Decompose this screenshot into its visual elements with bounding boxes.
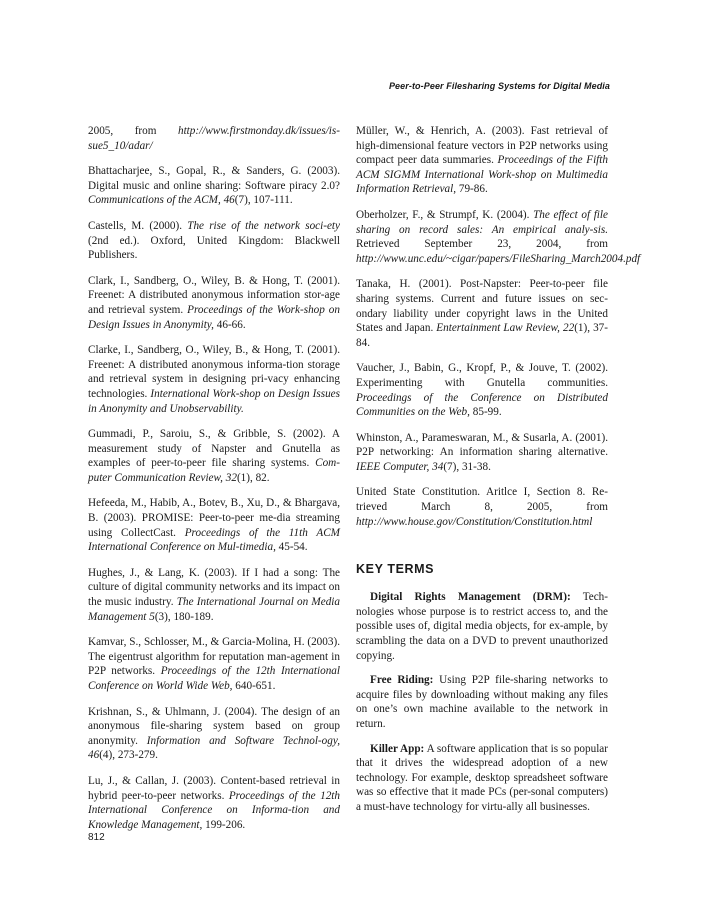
reference-italic-text: Proceedings of the 12th International Conference on Informa-tion and Knowledge Management, [88, 789, 340, 831]
reference-entry [88, 164, 340, 208]
reference-entry [88, 427, 340, 485]
page-number: 812 [88, 832, 105, 843]
reference-text: 85-99. [469, 406, 502, 419]
reference-text: Kamvar, S., Schlosser, M., & Garcia-Molina, H. (2003). The eigentrust algorithm for reputation man-agement in P2P networks. [88, 636, 340, 678]
reference-text: (1), 82. [236, 471, 270, 484]
reference-text: (1), 37-84. [356, 322, 608, 349]
reference-text: (7), 31-38. [443, 460, 491, 473]
reference-italic-text: Information and Software Technol-ogy, 46 [88, 734, 340, 762]
reference-entry [356, 431, 608, 475]
reference-italic-text: The International Journal on Media Management 5 [88, 596, 340, 623]
reference-text: Vaucher, J., Babin, G., Kropf, P., & Jouve, T. (2002). Experimenting with Gnutella communities. [356, 362, 608, 389]
reference-entry [88, 774, 340, 832]
reference-text: Hughes, J., & Lang, K. (2003). If I had a song: The culture of digital community networks and its impact on the music industry. [88, 566, 340, 609]
reference-text: United State Constitution. Aritlce I, Section 8. Re-trieved March 8, 2005, from [356, 486, 608, 514]
reference-text: (4), 273-279. [99, 749, 158, 762]
reference-entry [88, 343, 340, 416]
key-term-entry [356, 590, 608, 663]
key-term-entry [356, 742, 608, 815]
reference-text: Retrieved September 23, 2004, from [356, 238, 608, 251]
key-term-name: Killer App: [370, 742, 425, 755]
reference-italic-text: Entertainment Law Review, 22 [436, 322, 575, 335]
reference-italic-text: Proceedings of the Conference on Distributed Communities on the Web, [356, 391, 608, 419]
reference-text: Müller, W., & Henrich, A. (2003). Fast retrieval of high-dimensional feature vectors in P2P networks using compact peer data summaries. [356, 125, 608, 167]
reference-text: Clarke, I., Sandberg, O., Wiley, B., & Hong, T. (2001). Freenet: A distributed anonymous informa-tion storage and retrieval system in designing pri-vacy enhancing technologies. [88, 344, 340, 400]
reference-entry [88, 496, 340, 554]
key-term-definition: A software application that is so popular that it drives the widespread adoption of a new technology. For example, desktop spreadsheet software was so effective that it made PCs (per-sonal computers) a must-have technology for virtu-ally all businesses. [356, 742, 608, 813]
key-term-name: Free Riding: [370, 674, 434, 687]
reference-entry [356, 124, 608, 197]
reference-text: 640-651. [232, 680, 276, 692]
key-terms-heading: KEY TERMS [356, 562, 435, 577]
reference-entry [356, 208, 641, 266]
reference-italic-text: Communications of the ACM, 46 [88, 194, 235, 207]
reference-text: 79-86. [456, 183, 488, 196]
reference-text: Clark, I., Sandberg, O., Wiley, B. & Hong, T. (2001). Freenet: A distributed anonymous information stor-age and retrieval system. [88, 274, 340, 316]
reference-italic-text: Proceedings of the 11th ACM International Conference on Mul-timedia, [88, 526, 340, 554]
reference-entry [88, 124, 340, 153]
reference-entry [88, 219, 340, 263]
reference-text: (2nd ed.). Oxford, United Kingdom: Blackwell Publishers. [88, 234, 340, 262]
reference-italic-text: Proceedings of the Work-shop on Design Issues in Anonymity, [88, 303, 340, 331]
right-column [356, 124, 641, 825]
reference-entry [356, 485, 608, 529]
references-left-column [88, 124, 340, 843]
reference-italic-text: Com-puter Communication Review, 32 [88, 457, 340, 484]
reference-text: 2005, from [88, 125, 178, 137]
reference-text: Hefeeda, M., Habib, A., Botev, B., Xu, D., & Bhargava, B. (2003). PROMISE: Peer-to-peer me-dia streaming using CollectCast. [88, 497, 340, 539]
key-terms-list [356, 590, 608, 814]
reference-italic-text: http://www.unc.edu/~cigar/papers/FileSharing_March2004.pdf [356, 252, 641, 265]
reference-text: Tanaka, H. (2001). Post-Napster: Peer-to-peer file sharing systems. Current and future issues on sec-ondary liability under copyright laws in the United States and Japan. [356, 278, 608, 335]
reference-text: (3), 180-189. [154, 610, 214, 623]
key-term-entry [356, 673, 608, 731]
reference-italic-text: http://www.firstmonday.dk/issues/is-sue5_10/adar/ [88, 125, 340, 152]
reference-entry [356, 277, 608, 350]
reference-italic-text: Proceedings of the 12th International Conference on World Wide Web, [88, 665, 340, 692]
reference-italic-text: The rise of the network soci-ety [187, 219, 341, 232]
reference-text: (7), 107-111. [234, 194, 293, 207]
reference-text: Lu, J., & Callan, J. (2003). Content-based retrieval in hybrid peer-to-peer networks. [88, 774, 340, 802]
reference-text: Bhattacharjee, S., Gopal, R., & Sanders, G. (2003). Digital music and online sharing: Software piracy 2.0? [88, 165, 340, 192]
reference-italic-text: http://www.house.gov/Constitution/Constitution.html [356, 515, 593, 528]
key-term-definition: Using P2P file-sharing networks to acquire files by downloading without making any files on one’s own machine available to the network in return. [356, 674, 608, 730]
reference-text: 45-54. [275, 541, 308, 554]
reference-text: Krishnan, S., & Uhlmann, J. (2004). The design of an anonymous file-sharing system based on group anonymity. [88, 705, 340, 747]
running-header: Peer-to-Peer Filesharing Systems for Digital Media [388, 81, 610, 91]
reference-text: Gummadi, P., Saroiu, S., & Gribble, S. (2002). A measurement study of Napster and Gnutella as examples of peer-to-peer file sharing systems. [88, 428, 340, 470]
reference-entry [88, 635, 340, 693]
reference-entry [88, 705, 340, 763]
reference-text: Oberholzer, F., & Strumpf, K. (2004). [356, 208, 534, 221]
reference-entry [88, 566, 340, 624]
key-term-name: Digital Rights Management (DRM): [370, 591, 571, 604]
reference-italic-text: IEEE Computer, 34 [356, 460, 444, 473]
reference-text: Castells, M. (2000). [88, 219, 188, 232]
reference-text: Whinston, A., Parameswaran, M., & Susarla, A. (2001). P2P networking: An information sharing alternative. [356, 431, 608, 459]
reference-text: 199-206. [202, 818, 246, 831]
reference-italic-text: The effect of file sharing on record sales: An empirical analy-sis. [356, 208, 608, 236]
references-right-list [356, 124, 641, 529]
reference-text: 46-66. [213, 318, 246, 331]
key-term-definition: Tech-nologies whose purpose is to restrict access to, and the possible uses of, digital media objects, for ex-ample, by scrambling the data on a DVD to prevent unauthorized copying. [356, 591, 608, 662]
reference-entry [88, 274, 340, 332]
reference-italic-text: International Work-shop on Design Issues in Anonymity and Unobservability. [88, 387, 340, 415]
reference-italic-text: Proceedings of the Fifth ACM SIGMM International Work-shop on Multimedia Information Retrieval, [356, 154, 608, 196]
reference-entry [356, 361, 608, 419]
